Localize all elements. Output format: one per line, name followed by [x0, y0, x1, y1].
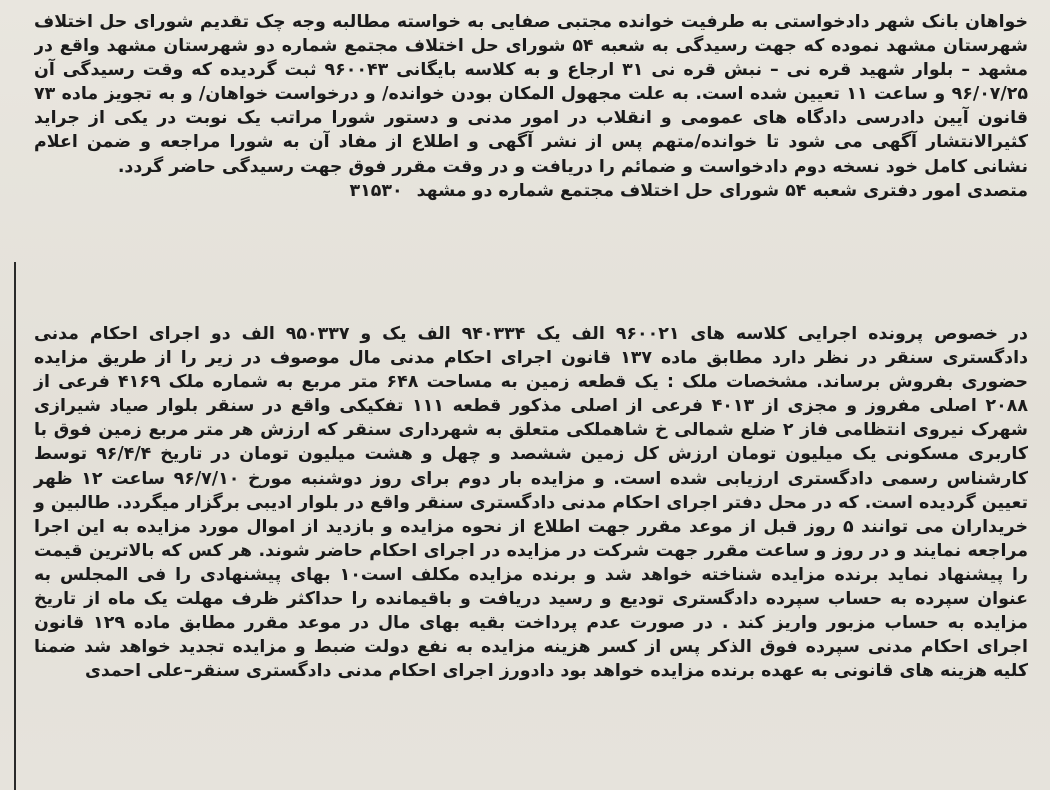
notice-body: خواهان بانک شهر دادخواستی به طرفیت خوانده مجتبی صفایی به خواسته مطالبه وجه چک تقدیم شورای حل اختلاف شهرستان مشهد نموده که جهت رسیدگی به شعبه ۵۴ شورای حل اختلاف مجتمع شماره دو شهرستان مشهد واقع در مشهد – بلوار شهید قره نی – نبش قره نی ۳۱ ارجاع و به کلاسه بایگانی ۹۶۰۰۴۳ ثبت گردیده که وقت رسیدگی آن ۹۶/۰۷/۲۵ و ساعت ۱۱ تعیین شده است. به علت مجهول المکان بودن خوانده/ و درخواست خواهان/ و به تجویز ماده ۷۳ قانون آیین دادرسی دادگاه های عمومی و انقلاب در امور مدنی و دستور شورا مراتب یک نوبت در یکی از جراید کثیرالانتشار آگهی می شود تا خوانده/متهم پس از نشر آگهی و اطلاع از مفاد آن به شورا مراجعه و ضمن اعلام نشانی کامل خود نسخه دوم دادخواست و ضمائم را دریافت و در وقت مقرر فوق جهت رسیدگی حاضر گردد.	[34, 12, 1028, 177]
column-divider	[14, 262, 16, 790]
notice-signature-line	[34, 179, 1028, 203]
court-notice-summons	[34, 10, 1028, 310]
auction-body: در خصوص پرونده اجرایی کلاسه های ۹۶۰۰۲۱ الف یک ۹۴۰۳۳۴ الف یک و ۹۵۰۳۳۷ الف دو اجرای احکام مدنی دادگستری سنقر در نظر دارد مطابق ماده ۱۳۷ قانون اجرای احکام مدنی مال موصوف در زیر را از طریق مزایده حضوری بفروش برساند. مشخصات ملک : یک قطعه زمین به مساحت ۶۴۸ متر مربع به شماره ملک ۴۱۶۹ فرعی از ۲۰۸۸ اصلی مفروز و مجزی از ۴۰۱۳ فرعی از اصلی مذکور قطعه ۱۱۱ تفکیکی واقع در سنقر بلوار صیاد شیرازی شهرک نیروی انتظامی فاز ۲ ضلع شمالی خ شاهملکی متعلق به شهرداری سنقر که ارزش هر متر مربع زمین فوق با کاربری مسکونی یک میلیون تومان ارزش کل زمین ششصد و چهل و هشت میلیون تومان در تاریخ ۹۶/۴/۴ توسط کارشناس رسمی دادگستری ارزیابی شده است. و مزایده بار دوم برای روز دوشنبه مورخ ۹۶/۷/۱۰ ساعت ۱۲ ظهر تعیین گردیده است. که در محل دفتر اجرای احکام مدنی دادگستری سنقر واقع در بلوار ادیبی برگزار میگردد. طالبین و خریداران می توانند ۵ روز قبل از موعد مقرر جهت اطلاع از نحوه مزایده و بازدید از اموال مورد مزایده به این اجرا مراجعه نمایند و در روز و ساعت مقرر جهت شرکت در مزایده در اجرای احکام حاضر شوند. هر کس که بالاترین قیمت را پیشنهاد نماید برنده مزایده شناخته خواهد شد و برنده مزایده مکلف است۱۰ بهای پیشنهادی را فی المجلس به عنوان سپرده به حساب سپرده دادگستری تودیع و رسید دریافت و باقیمانده را حداکثر ظرف مهلت یک ماه از تاریخ مزایده به حساب مزبور واریز کند . در صورت عدم پرداخت بقیه بهای مال در موعد مقرر مطابق ماده ۱۲۹ قانون اجرای احکام مدنی سپرده فوق الذکر پس از کسر هزینه مزایده به نفع دولت ضبط و مزایده تجدید خواهد شد ضمنا کلیه هزینه های قانونی به عهده برنده مزایده خواهد بود دادورز اجرای احکام مدنی دادگستری سنقر–علی احمدی	[34, 324, 1029, 682]
auction-notice	[34, 322, 1028, 683]
signature-text: متصدی امور دفتری شعبه ۵۴ شورای حل اختلاف مجتمع شماره دو مشهد	[416, 180, 1028, 201]
notice-code: ۳۱۵۳۰	[349, 180, 403, 201]
